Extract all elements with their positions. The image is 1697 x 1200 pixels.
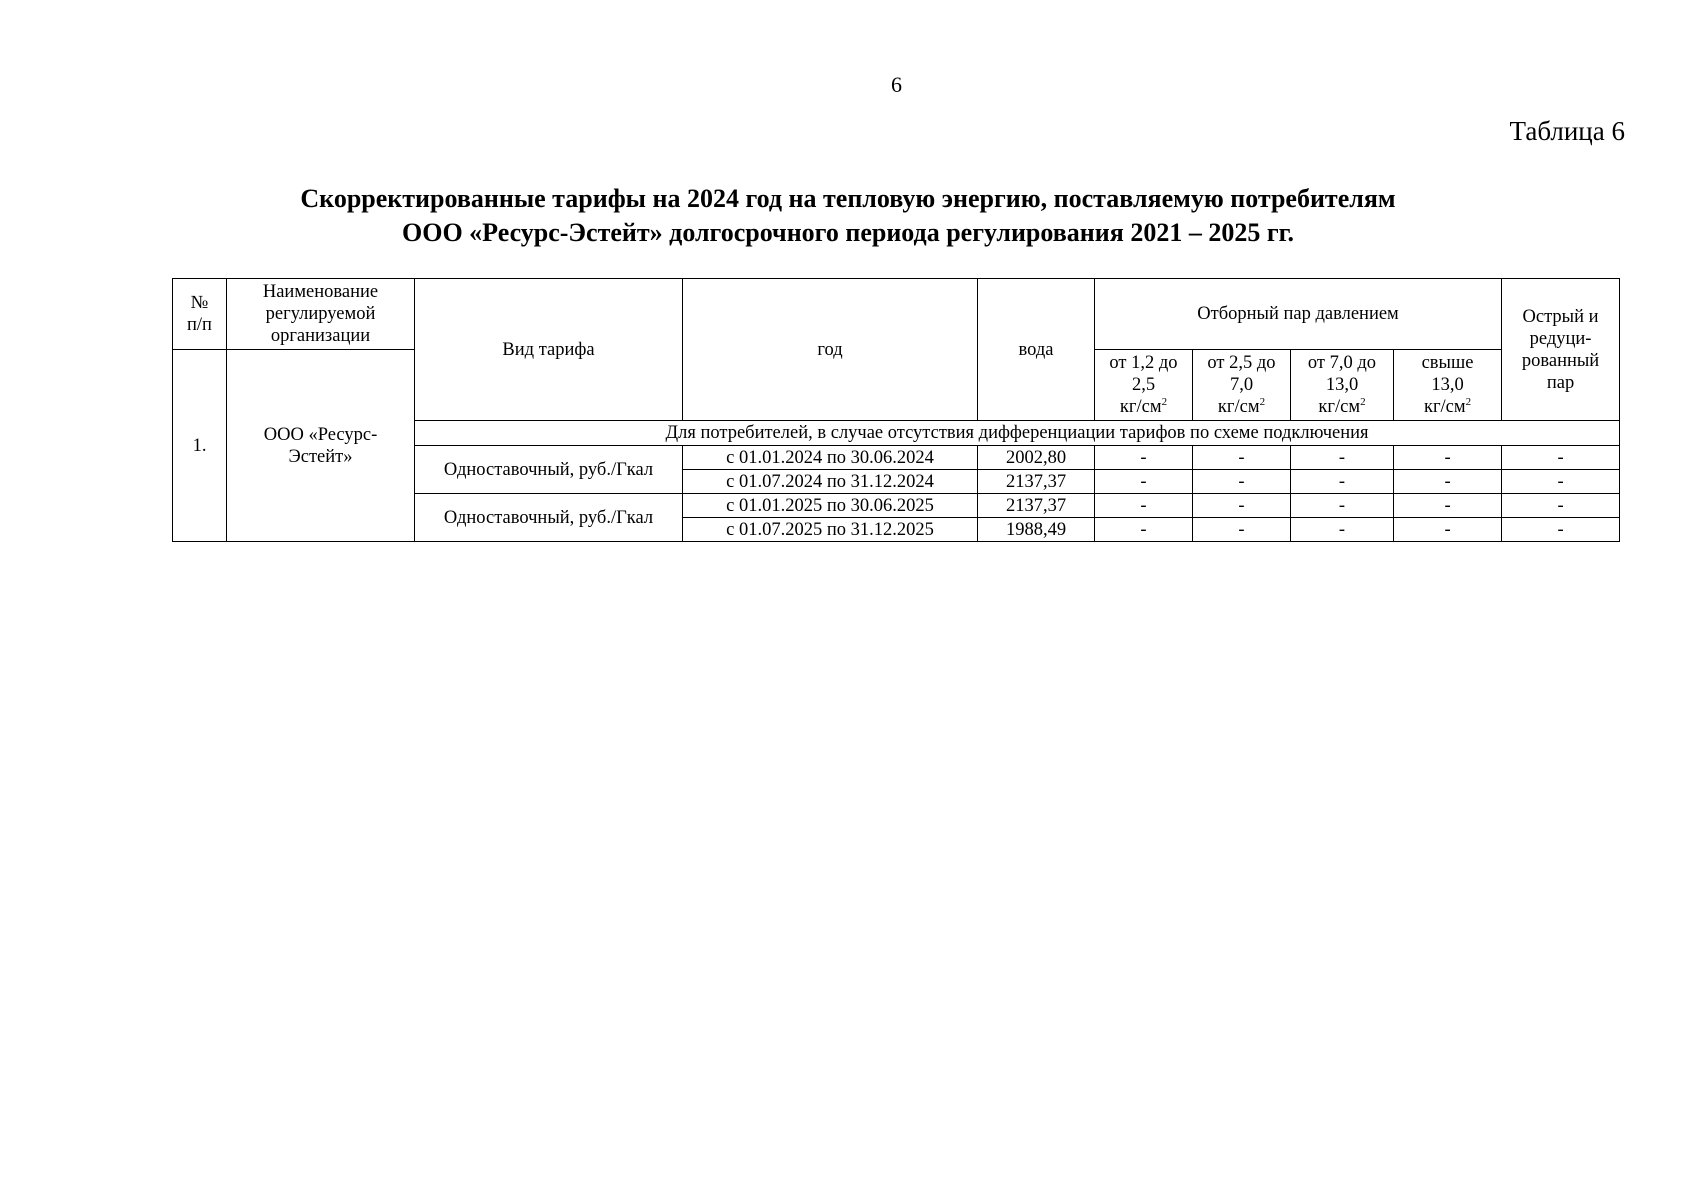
header-sharp-line-2: редуци- (1529, 328, 1592, 349)
steam-1-cell: - (1095, 494, 1193, 518)
org-name-cell (227, 350, 415, 542)
steam-4-cell: - (1394, 446, 1502, 470)
steam-3-unit (1294, 396, 1390, 418)
steam-1-cell: - (1095, 518, 1193, 542)
period-cell: с 01.01.2024 по 30.06.2024 (683, 446, 978, 470)
steam-3-cell: - (1291, 446, 1394, 470)
steam-2-line-1: от 2,5 до (1207, 353, 1276, 373)
water-value-cell: 2137,37 (978, 494, 1095, 518)
steam-1-cell: - (1095, 470, 1193, 494)
steam-4-unit (1397, 396, 1498, 418)
header-org-line-1: Наименование (262, 282, 379, 302)
title-line-1: Скорректированные тарифы на 2024 год на тепловую энергию, поставляемую потребителям (300, 184, 1396, 213)
steam-1-line-1: от 1,2 до (1109, 353, 1178, 373)
org-name-line-1: ООО «Ресурс- (263, 424, 378, 445)
steam-2-line-2: 7,0 (1229, 375, 1254, 395)
header-org (227, 279, 415, 350)
sharp-steam-cell: - (1502, 470, 1620, 494)
steam-2-cell: - (1193, 518, 1291, 542)
header-steam-2 (1193, 350, 1291, 421)
period-cell: с 01.07.2024 по 31.12.2024 (683, 470, 978, 494)
header-num-line-1: № (190, 293, 209, 313)
header-org-line-3: организации (270, 326, 371, 346)
steam-4-line-1: свыше (1421, 353, 1474, 373)
steam-4-cell: - (1394, 518, 1502, 542)
steam-2-unit-sup: 2 (1259, 395, 1266, 408)
steam-4-unit-text: кг/см (1423, 397, 1466, 417)
tariff-type-cell: Одноставочный, руб./Гкал (415, 494, 683, 542)
header-tariff-type: Вид тарифа (415, 279, 683, 421)
header-steam-1 (1095, 350, 1193, 421)
period-cell: с 01.07.2025 по 31.12.2025 (683, 518, 978, 542)
header-org-line-2: регулируемой (265, 304, 376, 324)
steam-1-unit (1098, 396, 1189, 418)
steam-1-cell: - (1095, 446, 1193, 470)
steam-2-cell: - (1193, 470, 1291, 494)
steam-2-cell: - (1193, 494, 1291, 518)
steam-3-cell: - (1291, 494, 1394, 518)
steam-4-cell: - (1394, 494, 1502, 518)
steam-2-cell: - (1193, 446, 1291, 470)
sharp-steam-cell: - (1502, 518, 1620, 542)
steam-4-line-2: 13,0 (1431, 375, 1464, 395)
steam-4-cell: - (1394, 470, 1502, 494)
steam-2-unit (1196, 396, 1287, 418)
header-num-line-2: п/п (187, 315, 212, 335)
header-steam-4 (1394, 350, 1502, 421)
steam-4-unit-sup: 2 (1465, 395, 1472, 408)
header-row-1 (173, 279, 1620, 350)
row-number-cell: 1. (173, 350, 227, 542)
water-value-cell: 2137,37 (978, 470, 1095, 494)
header-num (173, 279, 227, 350)
title-line-2: ООО «Ресурс-Эстейт» долгосрочного периода регулирования 2021 – 2025 гг. (402, 218, 1294, 247)
document-title (272, 182, 1424, 250)
org-name-line-2: Эстейт» (288, 446, 353, 467)
header-sharp-line-4: пар (1546, 372, 1575, 393)
sharp-steam-cell: - (1502, 446, 1620, 470)
tariff-type-cell: Одноставочный, руб./Гкал (415, 446, 683, 494)
steam-1-line-2: 2,5 (1131, 375, 1156, 395)
steam-3-unit-sup: 2 (1360, 395, 1366, 408)
header-sharp-line-1: Острый и (1522, 306, 1599, 327)
header-sharp-line-3: рованный (1521, 350, 1600, 371)
water-value-cell: 1988,49 (978, 518, 1095, 542)
period-cell: с 01.01.2025 по 30.06.2025 (683, 494, 978, 518)
steam-1-unit-sup: 2 (1161, 395, 1168, 408)
header-water: вода (978, 279, 1095, 421)
steam-3-cell: - (1291, 518, 1394, 542)
steam-1-unit-text: кг/см (1119, 397, 1162, 417)
table-caption: Таблица 6 (1509, 116, 1625, 146)
steam-3-cell: - (1291, 470, 1394, 494)
tariff-table (172, 278, 1620, 542)
steam-3-unit-text: кг/см (1318, 397, 1361, 417)
steam-2-unit-text: кг/см (1217, 397, 1260, 417)
note-cell: Для потребителей, в случае отсутствия дифференциации тарифов по схеме подключения (415, 421, 1620, 446)
header-steam-group: Отборный пар давлением (1095, 279, 1502, 350)
steam-3-line-2: 13,0 (1325, 375, 1359, 395)
page-number: 6 (891, 72, 902, 97)
header-steam-3 (1291, 350, 1394, 421)
header-sharp-steam (1502, 279, 1620, 421)
water-value-cell: 2002,80 (978, 446, 1095, 470)
sharp-steam-cell: - (1502, 494, 1620, 518)
steam-3-line-1: от 7,0 до (1307, 353, 1377, 373)
header-year: год (683, 279, 978, 421)
